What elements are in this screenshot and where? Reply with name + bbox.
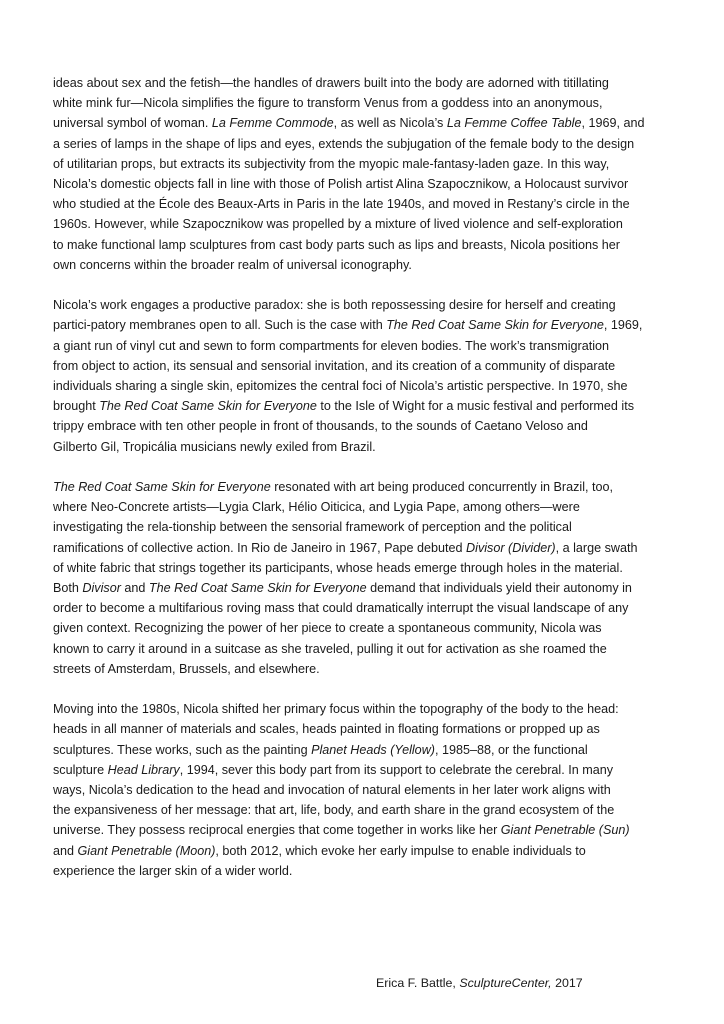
text-line [53, 699, 677, 719]
text-run: ways, Nicola’s dedication to the head and invocation of natural elements in her later work aligns with [53, 783, 611, 798]
text-run: Gilberto Gil, Tropicália musicians newly exiled from Brazil. [53, 439, 376, 454]
text-run: Moving into the 1980s, Nicola shifted her primary focus within the topography of the body to the head: [53, 702, 619, 717]
text-run: Nicola’s domestic objects fall in line with those of Polish artist Alina Szapocznikow, a Holocaust survivor [53, 177, 629, 192]
text-run: , 1985–88, or the functional [434, 742, 588, 757]
text-run: trippy embrace with ten other people in front of thousands, to the sounds of Caetano Veloso and [53, 419, 588, 434]
text-run: , as well as Nicola’s [333, 116, 447, 131]
text-run: resonated with art being produced concurrently in Brazil, too, [270, 480, 614, 495]
text-run: , 1969, and [581, 116, 645, 131]
text-run: and [53, 843, 78, 858]
credit-year: 2017 [551, 976, 583, 990]
credit-institution: SculptureCenter, [459, 976, 552, 990]
text-line [53, 598, 677, 618]
credit-author: Erica F. Battle, [376, 976, 460, 990]
artwork-title: Divisor (Divider) [466, 540, 556, 555]
text-run: of white fabric that strings together its participants, whose heads emerge through holes in the material. [53, 560, 623, 575]
text-line [53, 416, 677, 436]
text-run: Both [53, 581, 83, 596]
text-line [53, 235, 677, 255]
artwork-title: Giant Penetrable (Sun) [500, 823, 630, 838]
text-line [53, 659, 677, 679]
text-run: Nicola’s work engages a productive paradox: she is both repossessing desire for herself and creating [53, 298, 616, 313]
document-body [53, 73, 677, 901]
text-run: of utilitarian props, but extracts its subjectivity from the myopic male-fantasy-laden gaze. In this way, [53, 156, 610, 171]
text-run: , a large swath [555, 540, 638, 555]
text-line [53, 295, 677, 315]
text-run: white mink fur—Nicola simplifies the figure to transform Venus from a goddess into an anonymous, [53, 96, 603, 111]
text-run: known to carry it around in a suitcase as she traveled, pulling it out for activation as she roamed the [53, 641, 607, 656]
text-run: streets of Amsterdam, Brussels, and elsewhere. [53, 661, 320, 676]
artwork-title: The Red Coat Same Skin for Everyone [386, 318, 604, 333]
text-run: demand that individuals yield their autonomy in [366, 581, 632, 596]
text-line [53, 618, 677, 638]
text-run: where Neo-Concrete artists—Lygia Clark, Hélio Oiticica, and Lygia Pape, among others—were [53, 500, 580, 515]
text-line [53, 214, 677, 234]
text-line [53, 578, 677, 598]
body-paragraph [53, 699, 677, 881]
text-line [53, 800, 677, 820]
text-line [53, 639, 677, 659]
text-line [53, 336, 677, 356]
text-run: the expansiveness of her message: that art, life, body, and earth share in the grand ecosystem of the [53, 803, 615, 818]
artwork-title: The Red Coat Same Skin for Everyone [148, 581, 367, 596]
body-paragraph [53, 477, 677, 679]
body-paragraph [53, 295, 677, 457]
text-run: to make functional lamp sculptures from cast body parts such as lips and breasts, Nicola positions her [53, 237, 620, 252]
text-run: individuals sharing a single skin, epitomizes the central foci of Nicola’s artistic perspective. In 1970, she [53, 379, 628, 394]
text-run: universal symbol of woman. [53, 116, 212, 131]
text-line [53, 497, 677, 517]
text-run: , 1969, [603, 318, 643, 333]
text-run: a giant run of vinyl cut and sewn to form compartments for eleven bodies. The work’s transmigration [53, 338, 610, 353]
text-line [53, 841, 677, 861]
text-line [53, 396, 677, 416]
text-run: given context. Recognizing the power of her piece to create a spontaneous community, Nicola was [53, 621, 602, 636]
text-line [53, 719, 677, 739]
text-line [53, 437, 677, 457]
artwork-title: Divisor [82, 581, 121, 596]
author-credit [376, 975, 583, 991]
text-line [53, 315, 677, 335]
text-line [53, 356, 677, 376]
body-paragraph [53, 73, 677, 275]
text-run: brought [53, 399, 100, 414]
text-run: own concerns within the broader realm of universal iconography. [53, 257, 412, 272]
text-run: investigating the rela-tionship between the sensorial framework of perception and the political [53, 520, 572, 535]
text-line [53, 740, 677, 760]
text-line [53, 780, 677, 800]
text-line [53, 861, 677, 881]
text-run: heads in all manner of materials and scales, heads painted in floating formations or propped up as [53, 722, 600, 737]
text-line [53, 820, 677, 840]
text-run: order to become a multifarious roving mass that could dramatically interrupt the visual landscape of any [53, 601, 629, 616]
text-run: ramifications of collective action. In Rio de Janeiro in 1967, Pape debuted [53, 540, 467, 555]
text-run: ideas about sex and the fetish—the handles of drawers built into the body are adorned with titillating [53, 76, 609, 90]
text-line [53, 558, 677, 578]
text-run: and [120, 581, 149, 596]
artwork-title: La Femme Coffee Table [446, 116, 582, 131]
text-line [53, 194, 677, 214]
text-run: , both 2012, which evoke her early impulse to enable individuals to [215, 843, 586, 858]
text-line [53, 255, 677, 275]
artwork-title: La Femme Commode [211, 116, 334, 131]
text-line [53, 517, 677, 537]
text-line [53, 477, 677, 497]
text-run: sculptures. These works, such as the painting [53, 742, 312, 757]
text-run: from object to action, its sensual and sensorial invitation, and its creation of a community of disparate [53, 358, 616, 373]
artwork-title: Head Library [107, 762, 180, 777]
artwork-title: Giant Penetrable (Moon) [77, 843, 216, 858]
text-run: universe. They possess reciprocal energies that come together in works like her [53, 823, 501, 838]
text-run: , 1994, sever this body part from its support to celebrate the cerebral. In many [179, 762, 614, 777]
text-line [53, 376, 677, 396]
text-line [53, 93, 677, 113]
text-run: to the Isle of Wight for a music festival and performed its [316, 399, 634, 414]
text-run: experience the larger skin of a wider world. [53, 863, 293, 878]
text-run: who studied at the École des Beaux-Arts in Paris in the late 1940s, and moved in Restany’s circle in the [53, 197, 630, 212]
text-run: partici-patory membranes open to all. Such is the case with [53, 318, 387, 333]
text-line [53, 113, 677, 133]
text-line [53, 760, 677, 780]
artwork-title: The Red Coat Same Skin for Everyone [99, 399, 317, 414]
text-line [53, 174, 677, 194]
text-line [53, 134, 677, 154]
text-line [53, 538, 677, 558]
text-run: sculpture [53, 762, 108, 777]
text-line [53, 73, 677, 93]
text-run: a series of lamps in the shape of lips and eyes, extends the subjugation of the female body to the design [53, 136, 635, 151]
text-line [53, 154, 677, 174]
text-run: 1960s. However, while Szapocznikow was propelled by a mixture of lived violence and self-exploration [53, 217, 623, 232]
artwork-title: Planet Heads (Yellow) [311, 742, 435, 757]
artwork-title: The Red Coat Same Skin for Everyone [53, 480, 271, 495]
